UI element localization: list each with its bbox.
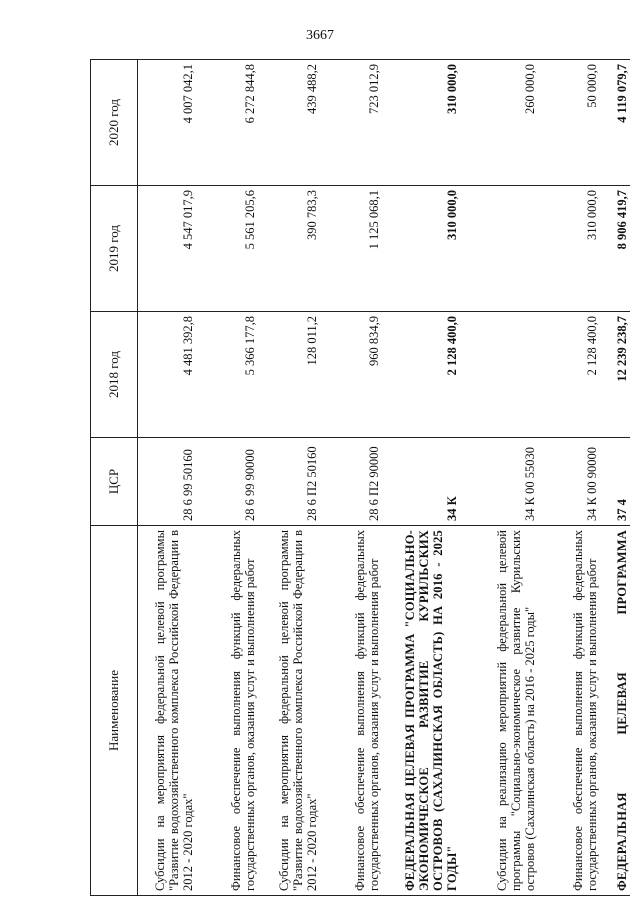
row-2018: 4 481 392,8 (138, 312, 196, 438)
header-name: Наименование (91, 526, 138, 896)
budget-table (90, 59, 630, 896)
row-2019: 310 000,0 (538, 186, 600, 312)
row-2018: 12 239 238,7 (600, 312, 630, 438)
page-number: 3667 (306, 28, 334, 43)
row-name: Финансовое обеспечение выполнения функций федеральных государственных органов, оказания услуг и выполнения работ (196, 526, 258, 896)
row-2020: 439 488,2 (258, 60, 320, 186)
header-2019: 2019 год (91, 186, 138, 312)
row-name: Субсидии на мероприятия федеральной целевой программы "Развитие водохозяйственного комплекса Российской Федерации в 2012 - 2020 годах" (138, 526, 196, 896)
row-name: ФЕДЕРАЛЬНАЯ ЦЕЛЕВАЯ ПРОГРАММА (600, 526, 630, 896)
row-2020: 723 012,9 (320, 60, 382, 186)
row-2020: 6 272 844,8 (196, 60, 258, 186)
table-row-program (600, 60, 630, 896)
row-2019: 390 783,3 (258, 186, 320, 312)
row-code: 34 К 00 55030 (460, 438, 538, 526)
row-name: Субсидии на реализацию мероприятий федеральной целевой программы "Социально-экономическое развитие Курильских островов (Сахалинская область) на 2016 - 2025 годы" (460, 526, 538, 896)
row-2019: 310 000,0 (382, 186, 460, 312)
row-2019 (460, 186, 538, 312)
row-2020: 4 119 079,7 (600, 60, 630, 186)
row-2019: 4 547 017,9 (138, 186, 196, 312)
row-2019: 1 125 068,1 (320, 186, 382, 312)
row-2019: 8 906 419,7 (600, 186, 630, 312)
header-2018: 2018 год (91, 312, 138, 438)
row-2018 (460, 312, 538, 438)
row-code: 28 6 П2 50160 (258, 438, 320, 526)
row-2020: 310 000,0 (382, 60, 460, 186)
row-code: 37 4 (600, 438, 630, 526)
row-name: Финансовое обеспечение выполнения функций федеральных государственных органов, оказания услуг и выполнения работ (538, 526, 600, 896)
row-code: 34 К 00 90000 (538, 438, 600, 526)
header-2020: 2020 год (91, 60, 138, 186)
row-2018: 2 128 400,0 (538, 312, 600, 438)
row-2018: 2 128 400,0 (382, 312, 460, 438)
table-row (460, 60, 538, 896)
row-name: Финансовое обеспечение выполнения функций федеральных государственных органов, оказания услуг и выполнения работ (320, 526, 382, 896)
row-name: ФЕДЕРАЛЬНАЯ ЦЕЛЕВАЯ ПРОГРАММА "СОЦИАЛЬНО-ЭКОНОМИЧЕСКОЕ РАЗВИТИЕ КУРИЛЬСКИХ ОСТРОВОВ (САХАЛИНСКАЯ ОБЛАСТЬ) НА 2016 - 2025 ГОДЫ" (382, 526, 460, 896)
row-2020: 50 000,0 (538, 60, 600, 186)
table-header-row (91, 60, 138, 896)
row-code: 28 6 99 90000 (196, 438, 258, 526)
row-2018: 960 834,9 (320, 312, 382, 438)
row-2018: 128 011,2 (258, 312, 320, 438)
table-row (196, 60, 258, 896)
row-2020: 4 007 042,1 (138, 60, 196, 186)
row-code: 28 6 99 50160 (138, 438, 196, 526)
row-name: Субсидии на мероприятия федеральной целевой программы "Развитие водохозяйственного комплекса Российской Федерации в 2012 - 2020 годах" (258, 526, 320, 896)
table-row-program (382, 60, 460, 896)
header-code: ЦСР (91, 438, 138, 526)
row-2019: 5 561 205,6 (196, 186, 258, 312)
table-row (538, 60, 600, 896)
table-row (258, 60, 320, 896)
row-code: 34 К (382, 438, 460, 526)
row-2020: 260 000,0 (460, 60, 538, 186)
budget-table-container (90, 60, 629, 896)
table-row (138, 60, 196, 896)
row-code: 28 6 П2 90000 (320, 438, 382, 526)
table-row (320, 60, 382, 896)
row-2018: 5 366 177,8 (196, 312, 258, 438)
